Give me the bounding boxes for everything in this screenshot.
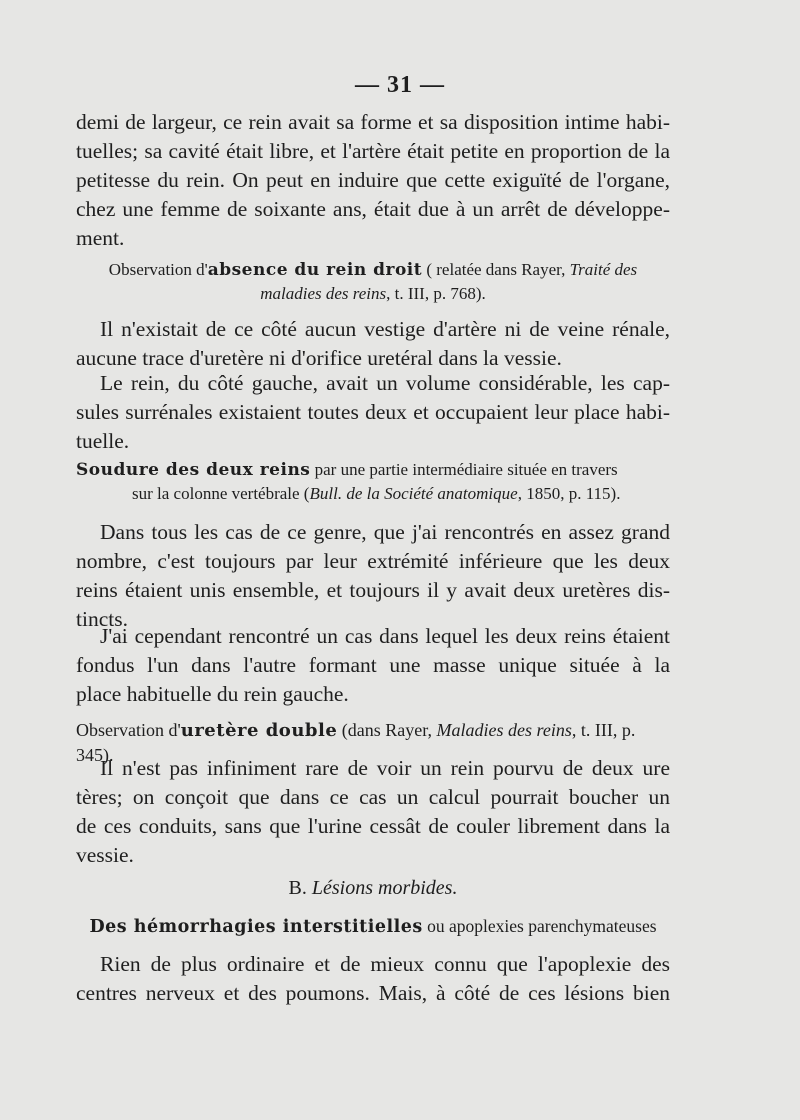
- text-line: Il n'existait de ce côté aucun vestige d'artère ni de veine rénale,: [100, 317, 670, 341]
- obs-title: absence du rein droit: [207, 260, 423, 280]
- paragraph-3: [76, 369, 670, 456]
- subsection-rest: ou apoplexies parenchymateuses: [422, 916, 657, 936]
- paragraph-6: [76, 754, 670, 870]
- text-line: sules surrénales existaient toutes deux et occupaient leur place habi-: [76, 400, 670, 424]
- text-line: nombre, c'est toujours par leur extrémité inférieure que les deux: [76, 549, 670, 573]
- text-line: tuelles; sa cavité était libre, et l'artère était petite en proportion de la: [76, 139, 670, 163]
- observation-absence-rein-droit: [76, 258, 670, 306]
- paragraph-2: [76, 315, 670, 373]
- obs-line2-suffix: , 1850, p. 115).: [517, 484, 621, 503]
- obs-mid: (dans Rayer,: [337, 720, 437, 740]
- text-line: centres nerveux et des poumons. Mais, à côté de ces lésions bien: [76, 981, 670, 1005]
- text-line: aucune trace d'uretère ni d'orifice uretéral dans la vessie.: [76, 346, 562, 370]
- obs-source-italic-2: maladies des reins: [260, 284, 387, 303]
- subsection-title: Des hémorrhagies interstitielles: [89, 917, 423, 937]
- text-line: fondus l'un dans l'autre formant une masse unique située à la: [76, 653, 670, 677]
- page-number: — 31 —: [355, 72, 445, 98]
- paragraph-4: [76, 518, 670, 634]
- obs-line1: par une partie intermédiaire située en travers: [310, 460, 618, 479]
- obs-mid: ( relatée dans Rayer,: [422, 260, 570, 279]
- section-title: Lésions morbides.: [311, 877, 458, 899]
- obs-prefix: Observation d': [108, 260, 208, 279]
- text-line: chez une femme de soixante ans, était due à un arrêt de développe-: [76, 197, 670, 221]
- text-line: ment.: [76, 226, 125, 250]
- text-line: Il n'est pas infiniment rare de voir un rein pourvu de deux ure: [100, 756, 670, 780]
- text-line: tuelle.: [76, 429, 130, 453]
- obs-source-italic: Maladies des reins: [436, 720, 572, 740]
- subsection-heading: [76, 914, 670, 939]
- text-line: Rien de plus ordinaire et de mieux connu que l'apoplexie des: [100, 952, 670, 976]
- obs-source-italic: Bull. de la Société anatomique: [309, 484, 518, 503]
- text-line: place habituelle du rein gauche.: [76, 682, 349, 706]
- obs-title: uretère double: [180, 720, 338, 741]
- text-line: vessie.: [76, 843, 134, 867]
- observation-soudure: [76, 458, 670, 506]
- text-line: demi de largeur, ce rein avait sa forme et sa disposition intime habi-: [76, 110, 670, 134]
- paragraph-1: [76, 108, 670, 253]
- text-line: J'ai cependant rencontré un cas dans lequel les deux reins étaient: [100, 624, 670, 648]
- text-line: tincts.: [76, 607, 128, 631]
- text-line: Dans tous les cas de ce genre, que j'ai rencontrés en assez grand: [100, 520, 670, 544]
- text-line: de ces conduits, sans que l'urine cessât de couler librement dans la: [76, 814, 670, 838]
- paragraph-7: [76, 950, 670, 1008]
- obs-title: Soudure des deux reins: [76, 460, 311, 480]
- text-line: Le rein, du côté gauche, avait un volume considérable, les cap-: [100, 371, 670, 395]
- obs-suffix: , t. III, p. 345).: [76, 720, 636, 765]
- obs-line2-prefix: sur la colonne vertébrale (: [132, 484, 310, 503]
- obs-suffix: , t. III, p. 768).: [386, 284, 486, 303]
- section-heading: [76, 876, 670, 900]
- text-line: tères; on conçoit que dans ce cas un calcul pourrait boucher un: [76, 785, 670, 809]
- text-line: reins étaient unis ensemble, et toujours il y avait deux uretères dis-: [76, 578, 670, 602]
- paragraph-5: [76, 622, 670, 709]
- section-letter: B.: [288, 877, 312, 899]
- text-line: petitesse du rein. On peut en induire que cette exiguïté de l'organe,: [76, 168, 670, 192]
- obs-prefix: Observation d': [76, 720, 181, 740]
- obs-source-italic: Traité des: [569, 260, 638, 279]
